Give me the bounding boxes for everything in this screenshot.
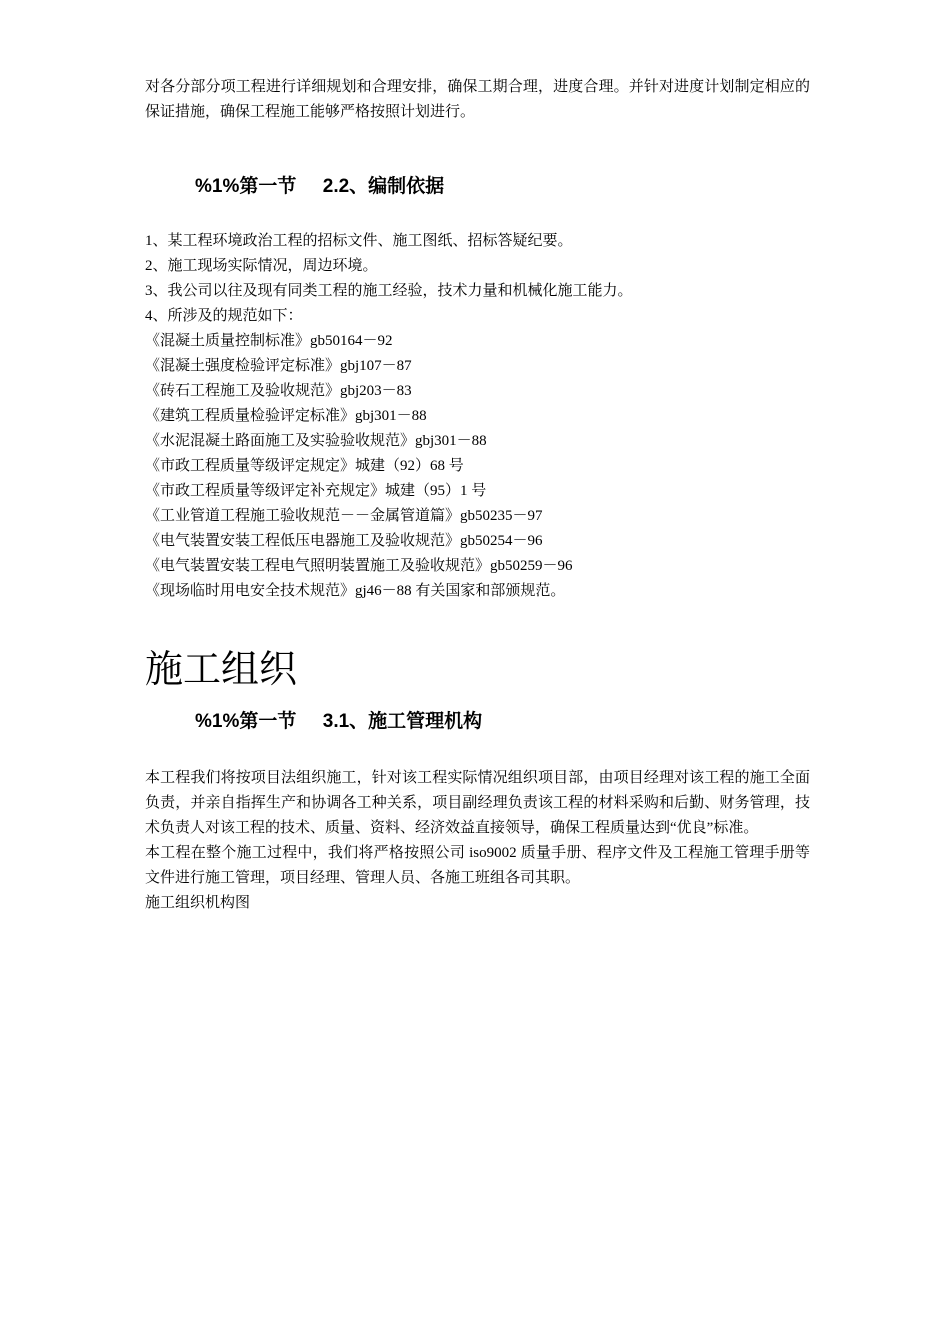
basis-list <box>145 229 810 604</box>
standard-item: 《工业管道工程施工验收规范－－金属管道篇》gb50235－97 <box>145 508 543 524</box>
heading-title: 2.2、编制依据 <box>322 176 445 197</box>
standard-item: 《建筑工程质量检验评定标准》gbj301－88 <box>145 408 427 424</box>
body-paragraph: 本工程在整个施工过程中，我们将严格按照公司 iso9002 质量手册、程序文件及工程施工管理手册等文件进行施工管理，项目经理、管理人员、各施工班组各司其职。 <box>145 845 810 886</box>
standard-item: 《混凝土质量控制标准》gb50164－92 <box>145 333 393 349</box>
list-item: 2、施工现场实际情况，周边环境。 <box>145 258 378 274</box>
standard-item: 《电气装置安装工程电气照明装置施工及验收规范》gb50259－96 <box>145 558 573 574</box>
heading-prefix: %1%第一节 <box>195 176 297 197</box>
standard-item: 《电气装置安装工程低压电器施工及验收规范》gb50254－96 <box>145 533 543 549</box>
standard-item: 《砖石工程施工及验收规范》gbj203－83 <box>145 383 412 399</box>
section-heading-3-1 <box>195 706 482 733</box>
standard-item: 《现场临时用电安全技术规范》gj46－88 有关国家和部颁规范。 <box>145 583 566 599</box>
heading-title: 3.1、施工管理机构 <box>322 711 483 732</box>
body-paragraph: 本工程我们将按项目法组织施工，针对该工程实际情况组织项目部，由项目经理对该工程的施工全面负责，并亲自指挥生产和协调各工种关系，项目副经理负责该工程的材料采购和后勤、财务管理，技术负责人对该工程的技术、质量、资料、经济效益直接领导，确保工程质量达到“优良”标准。 <box>145 770 810 836</box>
standard-item: 《市政工程质量等级评定补充规定》城建（95）1 号 <box>145 483 487 499</box>
figure-caption: 施工组织机构图 <box>145 895 251 911</box>
list-item: 3、我公司以往及现有同类工程的施工经验，技术力量和机械化施工能力。 <box>145 283 633 299</box>
standard-item: 《市政工程质量等级评定规定》城建（92）68 号 <box>145 458 464 474</box>
standard-item: 《混凝土强度检验评定标准》gbj107－87 <box>145 358 412 374</box>
section-heading-2-2 <box>195 171 444 198</box>
list-item: 1、某工程环境政治工程的招标文件、施工图纸、招标答疑纪要。 <box>145 233 573 249</box>
section-3-1-body <box>145 766 810 916</box>
chapter-title: 施工组织 <box>145 649 298 691</box>
intro-paragraph: 对各分部分项工程进行详细规划和合理安排，确保工期合理，进度合理。并针对进度计划制定相应的保证措施，确保工程施工能够严格按照计划进行。 <box>145 79 810 120</box>
standard-item: 《水泥混凝土路面施工及实验验收规范》gbj301－88 <box>145 433 487 449</box>
list-item: 4、所涉及的规范如下： <box>145 308 303 324</box>
heading-prefix: %1%第一节 <box>195 711 297 732</box>
